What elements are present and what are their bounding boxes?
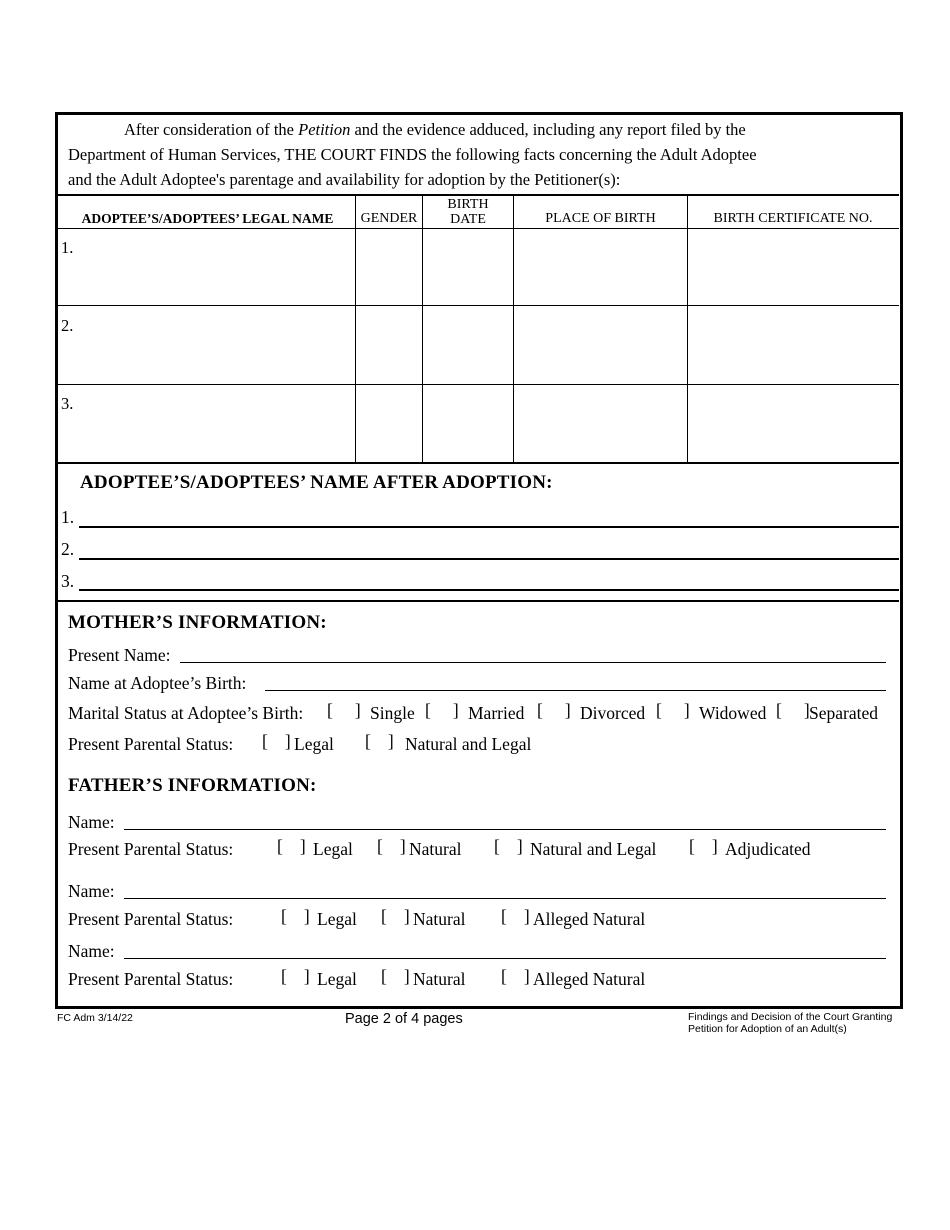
father-1-adjudicated-label: Adjudicated — [725, 839, 811, 859]
father-2-legal-checkbox[interactable]: [ ] — [281, 906, 310, 926]
mother-marital-status-label: Marital Status at Adoptee’s Birth: — [68, 703, 304, 723]
name-after-line-number: 3. — [61, 571, 75, 591]
intro-line-1: After consideration of the Petition and the evidence adduced, including any report filed by the — [124, 120, 746, 139]
father-1-name-field[interactable] — [124, 829, 886, 830]
mother-present-name-field[interactable] — [180, 662, 886, 663]
father-1-legal-label: Legal — [313, 839, 353, 859]
father-3-legal-checkbox[interactable]: [ ] — [281, 966, 310, 986]
name-after-field-2[interactable] — [79, 558, 899, 560]
father-3-natural-label: Natural — [413, 969, 466, 989]
intro-line-2: Department of Human Services, THE COURT FINDS the following facts concerning the Adult Adoptee — [68, 145, 757, 164]
marital-divorced-label: Divorced — [580, 703, 646, 723]
table-row-number: 2. — [61, 316, 74, 335]
col-header-gender: GENDER — [360, 211, 418, 226]
section-rule — [57, 600, 899, 602]
father-parental-status-label: Present Parental Status: — [68, 969, 234, 989]
mother-info-title: MOTHER’S INFORMATION: — [68, 612, 327, 633]
col-header-birth-certificate: BIRTH CERTIFICATE NO. — [713, 211, 873, 226]
father-parental-status-label: Present Parental Status: — [68, 909, 234, 929]
table-bottom-rule — [57, 462, 899, 464]
father-2-natural-label: Natural — [413, 909, 466, 929]
footer-form-id: FC Adm 3/14/22 — [57, 1012, 133, 1024]
father-2-alleged-natural-label: Alleged Natural — [533, 909, 646, 929]
father-2-legal-label: Legal — [317, 909, 357, 929]
mother-legal-label: Legal — [294, 734, 334, 754]
father-name-label: Name: — [68, 812, 115, 832]
mother-present-name-label: Present Name: — [68, 645, 171, 665]
marital-separated-checkbox[interactable]: [ ] — [776, 700, 810, 720]
col-header-birth-date: BIRTH DATE — [447, 197, 489, 227]
table-row-number: 1. — [61, 238, 74, 257]
father-name-label: Name: — [68, 881, 115, 901]
col-header-place-of-birth: PLACE OF BIRTH — [545, 211, 656, 226]
footer-page-number: Page 2 of 4 pages — [345, 1011, 463, 1027]
marital-married-checkbox[interactable]: [ ] — [425, 700, 459, 720]
father-1-natural-legal-label: Natural and Legal — [530, 839, 657, 859]
father-1-legal-checkbox[interactable]: [ ] — [277, 836, 306, 856]
mother-name-at-birth-field[interactable] — [265, 690, 886, 691]
father-2-name-field[interactable] — [124, 898, 886, 899]
father-info-title: FATHER’S INFORMATION: — [68, 775, 317, 796]
marital-single-label: Single — [370, 703, 415, 723]
table-top-rule — [57, 194, 899, 196]
name-after-adoption-title: ADOPTEE’S/ADOPTEES’ NAME AFTER ADOPTION: — [80, 472, 553, 493]
father-1-adjudicated-checkbox[interactable]: [ ] — [689, 836, 718, 856]
father-3-alleged-natural-checkbox[interactable]: [ ] — [501, 966, 530, 986]
mother-natural-legal-checkbox[interactable]: [ ] — [365, 731, 394, 751]
table-row-rule — [57, 305, 899, 306]
father-2-natural-checkbox[interactable]: [ ] — [381, 906, 410, 926]
father-3-legal-label: Legal — [317, 969, 357, 989]
mother-legal-checkbox[interactable]: [ ] — [262, 731, 291, 751]
father-1-natural-legal-checkbox[interactable]: [ ] — [494, 836, 523, 856]
father-3-alleged-natural-label: Alleged Natural — [533, 969, 646, 989]
name-after-field-1[interactable] — [79, 526, 899, 528]
mother-name-at-birth-label: Name at Adoptee’s Birth: — [68, 673, 247, 693]
table-col-divider — [687, 195, 688, 463]
name-after-line-number: 1. — [61, 507, 75, 527]
father-3-natural-checkbox[interactable]: [ ] — [381, 966, 410, 986]
marital-single-checkbox[interactable]: [ ] — [327, 700, 361, 720]
marital-married-label: Married — [468, 703, 525, 723]
mother-parental-status-label: Present Parental Status: — [68, 734, 234, 754]
table-row-rule — [57, 384, 899, 385]
table-header-rule — [57, 228, 899, 229]
col-header-legal-name: ADOPTEE’S/ADOPTEES’ LEGAL NAME — [81, 211, 334, 226]
father-name-label: Name: — [68, 941, 115, 961]
footer-document-title: Findings and Decision of the Court Granting Petition for Adoption of an Adult(s) — [688, 1011, 893, 1035]
marital-widowed-checkbox[interactable]: [ ] — [656, 700, 690, 720]
marital-widowed-label: Widowed — [699, 703, 767, 723]
intro-line-3: and the Adult Adoptee's parentage and availability for adoption by the Petitioner(s): — [68, 170, 621, 189]
table-col-divider — [355, 195, 356, 463]
table-row-number: 3. — [61, 394, 74, 413]
form-border — [55, 112, 903, 1009]
table-col-divider — [513, 195, 514, 463]
name-after-line-number: 2. — [61, 539, 75, 559]
table-col-divider — [422, 195, 423, 463]
father-parental-status-label: Present Parental Status: — [68, 839, 234, 859]
mother-natural-legal-label: Natural and Legal — [405, 734, 532, 754]
name-after-field-3[interactable] — [79, 589, 899, 591]
father-1-natural-label: Natural — [409, 839, 462, 859]
marital-separated-label: Separated — [809, 703, 878, 723]
father-1-natural-checkbox[interactable]: [ ] — [377, 836, 406, 856]
father-3-name-field[interactable] — [124, 958, 886, 959]
father-2-alleged-natural-checkbox[interactable]: [ ] — [501, 906, 530, 926]
marital-divorced-checkbox[interactable]: [ ] — [537, 700, 571, 720]
